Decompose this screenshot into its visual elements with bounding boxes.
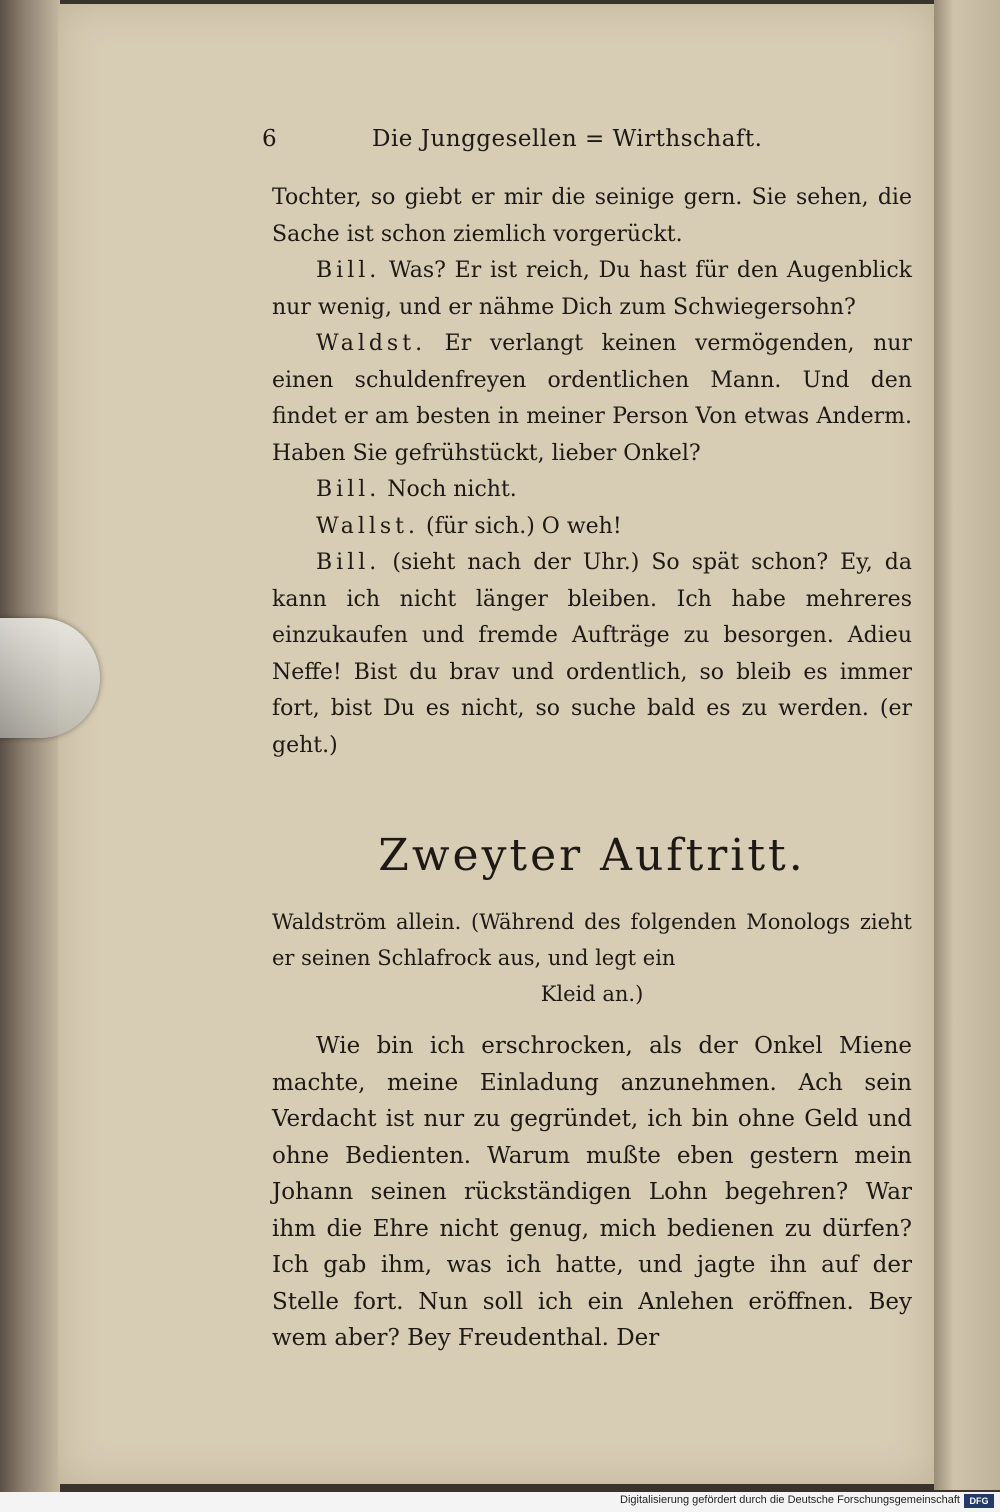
dialogue-block (272, 180, 912, 764)
paragraph-text: Was? Er ist reich, Du hast für den Augenblick nur wenig, und er nähme Dich zum Schwiegersohn? (272, 258, 912, 320)
paragraph (272, 472, 912, 509)
speaker-name: Bill. (316, 550, 381, 575)
page-edge (934, 0, 1000, 1490)
paragraph-text: (für sich.) O weh! (426, 513, 622, 539)
paragraph (272, 253, 912, 326)
scene-title: Zweyter Auftritt. (378, 830, 806, 881)
stage-direction-text: Waldström allein. (Während des folgenden Monologs zieht er seinen Schlafrock aus, und legt ein (272, 910, 912, 970)
speaker-name: Wallst. (316, 513, 420, 539)
paragraph-text: Tochter, so giebt er mir die seinige gern. Sie sehen, die Sache ist schon ziemlich vorgerückt. (272, 185, 912, 247)
speaker-name: Bill. (316, 477, 381, 502)
stage-direction-end: Kleid an.) (540, 982, 644, 1006)
running-title: Die Junggesellen = Wirthschaft. (372, 126, 763, 152)
paragraph (272, 509, 912, 546)
book-binding (0, 0, 60, 1512)
paragraph (272, 180, 912, 253)
paragraph (272, 326, 912, 472)
speaker-name: Bill. (316, 258, 381, 283)
stage-direction (272, 904, 912, 1012)
paragraph-text: (sieht nach der Uhr.) So spät schon? Ey, da kann ich nicht länger bleiben. Ich habe mehreres einzukaufen und fremde Aufträge zu besorgen. Adieu Neffe! Bist du brav und ordentlich, so bleib es immer fort, bist Du es nicht, so suche bald es zu werden. (er geht.) (272, 550, 913, 758)
speaker-name: Waldst. (316, 331, 427, 356)
paragraph-text: Noch nicht. (387, 477, 517, 502)
footer-credit: Digitalisierung gefördert durch die Deutsche Forschungsgemeinschaft (620, 1494, 960, 1506)
paragraph-text: Er verlangt keinen vermögenden, nur einen schuldenfreyen ordentlichen Mann. Und den findet er am besten in meiner Person Von etwas Anderm. Haben Sie gefrühstückt, lieber Onkel? (272, 331, 912, 466)
paragraph (272, 545, 912, 764)
page-number: 6 (262, 126, 277, 152)
monologue: Wie bin ich erschrocken, als der Onkel Miene machte, meine Einladung anzunehmen. Ach sein Verdacht ist nur zu gegründet, ich bin ohne Geld und ohne Bedienten. Warum mußte eben gestern mein Johann seinen rückständigen Lohn begehren? War ihm die Ehre nicht genug, mich bedienen zu dürfen? Ich gab ihm, was ich hatte, und jagte ihn auf der Stelle fort. Nun soll ich ein Anlehen eröffnen. Bey wem aber? Bey Freudenthal. Der (272, 1033, 912, 1351)
dfg-logo: DFG (964, 1494, 994, 1508)
